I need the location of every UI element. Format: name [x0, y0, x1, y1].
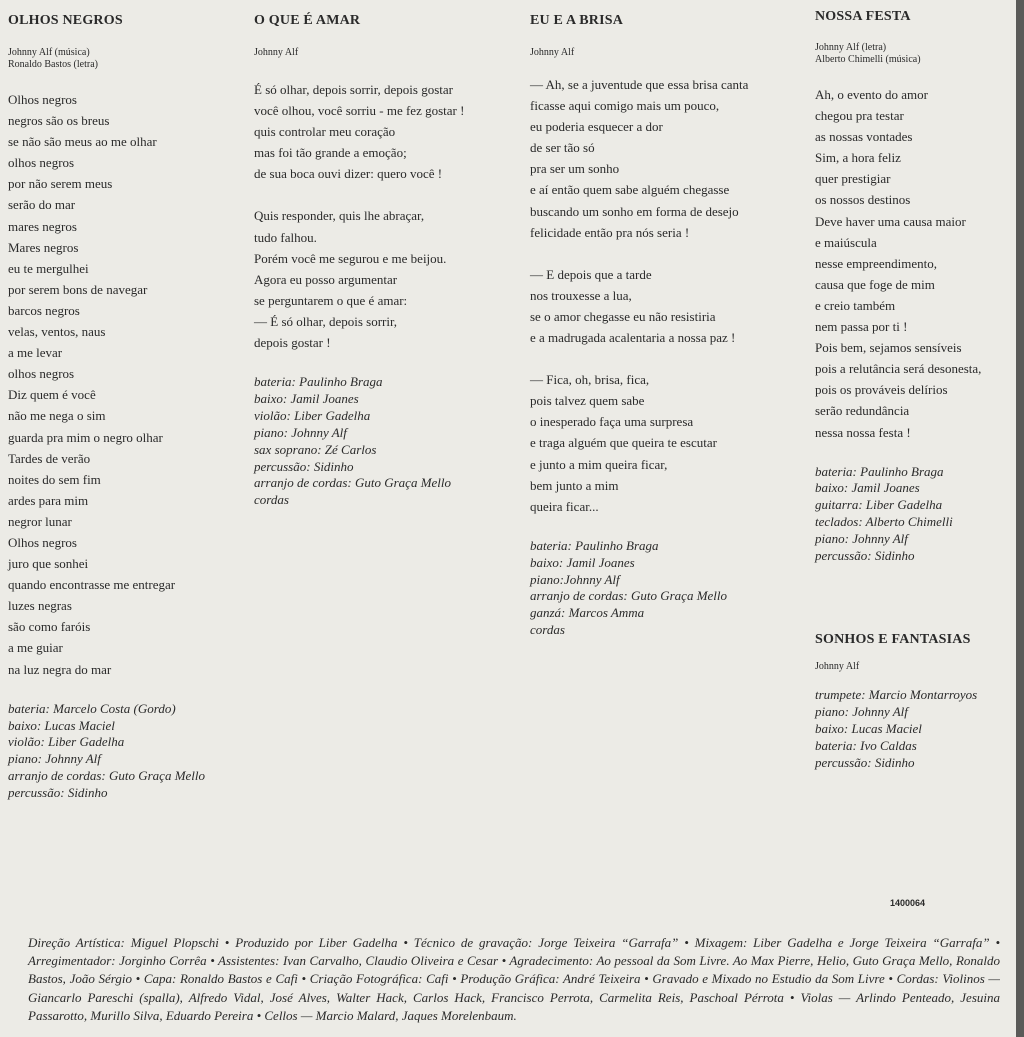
stanza	[254, 205, 516, 353]
lyric-line: chegou pra testar	[815, 108, 904, 124]
musician-line: trumpete: Marcio Montarroyos	[815, 686, 978, 702]
lyric-line: por serem bons de navegar	[8, 281, 148, 297]
lyric-line: as nossas vontades	[815, 129, 913, 145]
lyric-line: não me nega o sim	[8, 408, 106, 424]
song-credits	[530, 47, 800, 59]
stanza	[530, 264, 800, 348]
lyric-line: quer prestigiar	[815, 171, 891, 187]
lyric-line: de ser tão só	[530, 140, 595, 156]
musician-line: cordas	[530, 622, 565, 638]
lyric-line: e aí então quem sabe alguém chegasse	[530, 182, 730, 198]
credit-line: Alberto Chimelli (música)	[815, 54, 921, 65]
musician-line: percussão: Sidinho	[254, 458, 354, 474]
song-credits	[8, 47, 248, 71]
musician-line: piano: Johnny Alf	[815, 531, 908, 547]
musician-line: bateria: Ivo Caldas	[815, 737, 917, 753]
musician-line: arranjo de cordas: Guto Graça Mello	[8, 768, 206, 784]
musician-line: arranjo de cordas: Guto Graça Mello	[530, 588, 728, 604]
lyric-line: — E depois que a tarde	[530, 266, 652, 282]
lyric-line: mares negros	[8, 218, 77, 234]
lyric-line: você olhou, você sorriu - me fez gostar !	[254, 103, 465, 119]
lyric-line: nesse empreendimento,	[815, 255, 938, 271]
musician-line: cordas	[254, 492, 289, 508]
lyric-line: depois gostar !	[254, 335, 331, 351]
lyrics	[254, 79, 516, 353]
lyric-line: e maiúscula	[815, 234, 877, 250]
lyric-line: os nossos destinos	[815, 192, 911, 208]
musician-line: teclados: Alberto Chimelli	[815, 514, 953, 530]
lyrics	[8, 89, 248, 680]
lyric-line: e a madrugada acalentaria a nossa paz !	[530, 330, 736, 346]
lyric-line: pra ser um sonho	[530, 161, 620, 177]
credit-line: Johnny Alf	[254, 47, 299, 58]
stanza	[530, 74, 800, 243]
lyric-line: serão do mar	[8, 197, 76, 213]
musician-line: piano: Johnny Alf	[8, 751, 101, 767]
song-credits	[254, 47, 516, 59]
lyric-line: olhos negros	[8, 366, 75, 382]
musician-line: violão: Liber Gadelha	[254, 407, 371, 423]
musician-line: piano: Johnny Alf	[254, 424, 347, 440]
credit-line: Ronaldo Bastos (letra)	[8, 59, 98, 70]
lyric-line: tudo falhou.	[254, 229, 317, 245]
lyric-line: e traga alguém que queira te escutar	[530, 435, 717, 451]
lyric-line: barcos negros	[8, 302, 80, 318]
lyric-line: É só olhar, depois sorrir, depois gostar	[254, 82, 453, 97]
musician-line: piano: Johnny Alf	[815, 703, 908, 719]
lyric-line: olhos negros	[8, 155, 75, 171]
lyric-line: Mares negros	[8, 239, 79, 255]
lyric-line: por não serem meus	[8, 176, 113, 192]
lyric-line: nem passa por ti !	[815, 319, 908, 335]
song-title: SONHOS E FANTASIAS	[815, 631, 971, 647]
musician-line: sax soprano: Zé Carlos	[254, 441, 377, 457]
lyric-line: Ah, o evento do amor	[815, 87, 929, 102]
musician-credits	[530, 538, 800, 639]
musician-line: baixo: Jamil Joanes	[530, 554, 635, 570]
lyric-line: a me levar	[8, 345, 63, 361]
musician-credits	[815, 687, 1020, 771]
lyric-line: o inesperado faça uma surpresa	[530, 414, 694, 430]
credit-line: Johnny Alf (letra)	[815, 42, 887, 53]
lyrics	[815, 84, 1020, 443]
lyric-line: pois os prováveis delírios	[815, 382, 948, 398]
song-nossa-festa	[815, 6, 1020, 771]
song-title: OLHOS NEGROS	[8, 13, 123, 28]
lyric-line: se perguntarem o que é amar:	[254, 292, 408, 308]
lyric-line: quis controlar meu coração	[254, 124, 396, 140]
lyric-line: quando encontrasse me entregar	[8, 577, 176, 593]
lyric-line: Diz quem é você	[8, 387, 96, 403]
musician-credits	[815, 464, 1020, 565]
lyric-line: Pois bem, sejamos sensíveis	[815, 340, 962, 356]
lyric-line: felicidade então pra nós seria !	[530, 224, 690, 240]
lyric-line: causa que foge de mim	[815, 276, 935, 292]
lyric-line: Porém você me segurou e me beijou.	[254, 250, 447, 266]
lyric-line: ficasse aqui comigo mais um pouco,	[530, 98, 720, 114]
lyric-line: a me guiar	[8, 640, 63, 656]
lyrics	[530, 74, 800, 517]
lyric-line: se não são meus ao me olhar	[8, 134, 157, 150]
musician-line: bateria: Paulinho Braga	[815, 463, 944, 479]
lyric-line: Deve haver uma causa maior	[815, 213, 966, 229]
lyric-line: guarda pra mim o negro olhar	[8, 429, 163, 445]
credit-line: Johnny Alf	[530, 47, 575, 58]
musician-line: percussão: Sidinho	[815, 548, 915, 564]
lyric-line: Sim, a hora feliz	[815, 150, 901, 166]
musician-line: percussão: Sidinho	[8, 785, 108, 801]
lyric-line: e creio também	[815, 297, 896, 313]
musician-line: bateria: Paulinho Braga	[530, 537, 659, 553]
lyric-line: pois a relutância será desonesta,	[815, 361, 982, 377]
lyric-line: Quis responder, quis lhe abraçar,	[254, 208, 425, 224]
musician-line: guitarra: Liber Gadelha	[815, 497, 943, 513]
lyric-line: se o amor chegasse eu não resistiria	[530, 308, 716, 324]
lyric-line: Tardes de verão	[8, 450, 91, 466]
lyric-line: serão redundância	[815, 403, 910, 419]
lyric-line: velas, ventos, naus	[8, 324, 106, 340]
lyric-line: ardes para mim	[8, 492, 89, 508]
credit-line: Johnny Alf	[815, 660, 860, 672]
lyric-line: — Ah, se a juventude que essa brisa canta	[530, 77, 749, 92]
song-title: NOSSA FESTA	[815, 9, 911, 24]
lyric-line: negror lunar	[8, 513, 72, 529]
lyric-line: queira ficar...	[530, 498, 599, 514]
song-sonhos-e-fantasias	[815, 629, 1020, 771]
musician-line: piano:Johnny Alf	[530, 571, 620, 587]
musician-line: baixo: Jamil Joanes	[815, 480, 920, 496]
production-credits: Direção Artística: Miguel Plopschi • Produzido por Liber Gadelha • Técnico de gravação: Jorge Teixeira “Garrafa” • Mixagem: Liber Gadelha e Jorge Teixeira “Garrafa” • Arregimentador: Jorginho Corrêa • Assistentes: Ivan Carvalho, Claudio Oliveira e Cesar • Agradecimento: Ao pessoal da Som Livre. Ao Max Pierre, Helio, Guto Graça Mello, Ronaldo Bastos, João Sérgio • Capa: Ronaldo Bastos e Cafi • Criação Fotográfica: Cafi • Produção Gráfica: André Teixeira • Gravado e Mixado no Estudio da Som Livre • Cordas: Violinos — Giancarlo Pareschi (spalla), Alfredo Vidal, José Alves, Walter Hack, Carlos Hack, Francisco Perrota, Carmelita Reis, Paschoal Pérrota • Violas — Arlindo Penteado, Jesuina Passarotto, Murillo Silva, Eduardo Pereira • Cellos — Marcio Malard, Jaques Morelenbaum.	[28, 935, 1000, 1023]
stanza	[530, 369, 800, 517]
lyric-line: juro que sonhei	[8, 556, 89, 572]
lyric-line: buscando um sonho em forma de desejo	[530, 203, 739, 219]
musician-line: bateria: Paulinho Braga	[254, 374, 383, 390]
lyric-line: noites do sem fim	[8, 471, 101, 487]
lyric-line: luzes negras	[8, 598, 72, 614]
song-title: O QUE É AMAR	[254, 13, 361, 28]
lyric-line: Olhos negros	[8, 92, 77, 107]
lyric-line: na luz negra do mar	[8, 661, 112, 677]
stanza	[815, 84, 1020, 443]
musician-line: baixo: Lucas Maciel	[815, 720, 922, 736]
song-o-que-e-amar	[254, 10, 516, 509]
musician-line: baixo: Jamil Joanes	[254, 391, 359, 407]
lyric-line: mas foi tão grande a emoção;	[254, 145, 407, 161]
lyric-line: pois talvez quem sabe	[530, 393, 645, 409]
catalog-code: 1400064	[890, 898, 926, 908]
lyric-line: Olhos negros	[8, 534, 77, 550]
musician-line: bateria: Marcelo Costa (Gordo)	[8, 700, 176, 716]
song-credits	[815, 42, 1020, 66]
musician-credits	[8, 701, 248, 802]
musician-line: ganzá: Marcos Amma	[530, 605, 645, 621]
stanza	[254, 79, 516, 184]
musician-line: percussão: Sidinho	[815, 754, 915, 770]
lyric-line: eu te mergulhei	[8, 260, 89, 276]
stanza	[8, 89, 248, 680]
lyric-line: negros são os breus	[8, 113, 110, 129]
credit-line: Johnny Alf (música)	[8, 47, 90, 58]
lyric-line: — É só olhar, depois sorrir,	[254, 313, 398, 329]
lyric-line: eu poderia esquecer a dor	[530, 119, 663, 135]
musician-line: violão: Liber Gadelha	[8, 734, 125, 750]
lyric-line: — Fica, oh, brisa, fica,	[530, 372, 650, 388]
song-credits	[815, 661, 1020, 673]
song-eu-e-a-brisa	[530, 10, 800, 639]
musician-line: arranjo de cordas: Guto Graça Mello	[254, 475, 452, 491]
lyric-line: nessa nossa festa !	[815, 424, 911, 440]
lyric-line: Agora eu posso argumentar	[254, 271, 398, 287]
lyric-line: nos trouxesse a lua,	[530, 287, 632, 303]
lyric-line: de sua boca ouvi dizer: quero você !	[254, 166, 443, 182]
lyric-line: bem junto a mim	[530, 477, 619, 493]
musician-line: baixo: Lucas Maciel	[8, 717, 115, 733]
musician-credits	[254, 374, 516, 509]
lyric-line: e junto a mim queira ficar,	[530, 456, 668, 472]
song-title: EU E A BRISA	[530, 13, 624, 28]
lyric-line: são como faróis	[8, 619, 91, 635]
song-olhos-negros	[8, 10, 248, 802]
